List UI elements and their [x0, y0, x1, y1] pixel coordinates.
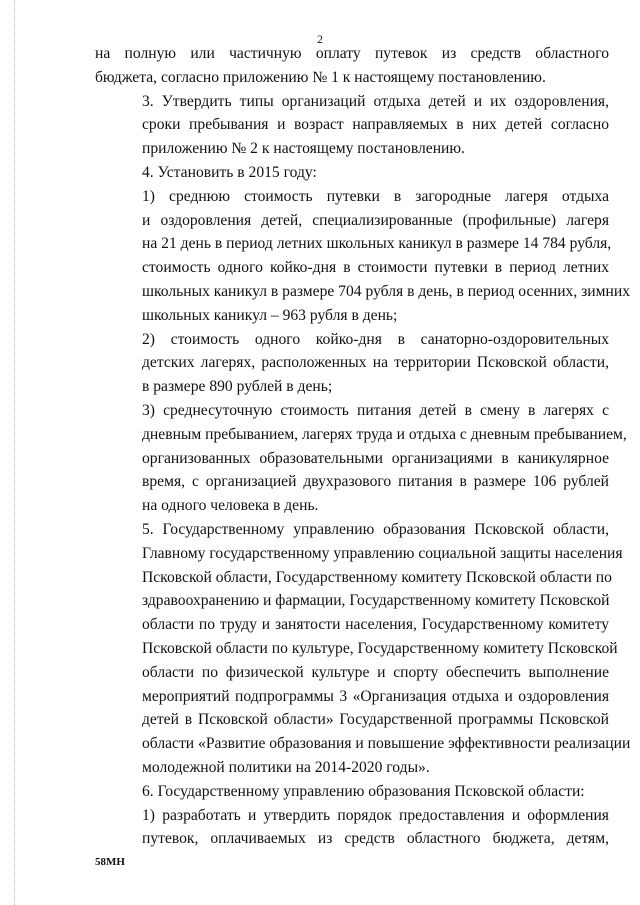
paragraph	[95, 804, 609, 852]
text-line: время, с организацией двухразового питания в размере 106 рублей	[142, 473, 609, 491]
text-line: стоимость одного койко-дня в стоимости путевки в период летних	[142, 259, 609, 277]
text-line: области «Развитие образования и повышение эффективности реализации	[142, 735, 631, 753]
text-line: Псковской области по культуре, Государственному комитету Псковской	[142, 639, 618, 657]
text-line: 1) среднюю стоимость путевки в загородные лагеря отдыха	[142, 187, 609, 205]
page-number: 2	[317, 32, 323, 46]
document-body	[95, 42, 631, 851]
paragraph	[95, 780, 609, 804]
text-line: Псковской области, Государственному комитету Псковской области по	[142, 568, 612, 586]
text-line: школьных каникул в размере 704 рубля в день, в период осенних, зимних	[142, 282, 631, 300]
text-line: сроки пребывания и возраст направляемых в них детей согласно	[142, 116, 609, 134]
paragraph	[95, 42, 609, 90]
text-line: 6. Государственному управлению образования Псковской области:	[142, 782, 585, 800]
text-line: области по физической культуре и спорту обеспечить выполнение	[142, 663, 609, 681]
text-line: на полную или частичную оплату путевок из средств областного	[95, 45, 609, 62]
text-line: мероприятий подпрограммы 3 «Организация отдыха и оздоровления	[142, 687, 609, 705]
footer-document-code: 58МН	[95, 856, 125, 868]
paragraph	[95, 518, 631, 780]
text-line: на 21 день в период летних школьных каникул в размере 14 784 рубля,	[142, 235, 612, 253]
text-line: 5. Государственному управлению образования Псковской области,	[142, 520, 609, 538]
paragraph	[95, 328, 609, 399]
text-line: и оздоровления детей, специализированные (профильные) лагеря	[142, 211, 609, 229]
text-line: 3. Утвердить типы организаций отдыха детей и их оздоровления,	[142, 92, 609, 110]
text-line: в размере 890 рублей в день;	[142, 378, 333, 396]
text-line: Главному государственному управлению социальной защиты населения	[142, 544, 623, 562]
text-line: школьных каникул – 963 рубля в день;	[142, 306, 398, 324]
text-line: приложению № 2 к настоящему постановлению.	[142, 140, 465, 158]
text-line: детей в Псковской области» Государственной программы Псковской	[142, 711, 609, 729]
text-line: области по труду и занятости населения, Государственному комитету	[142, 616, 609, 634]
text-line: детских лагерях, расположенных на территории Псковской области,	[142, 354, 609, 372]
text-line: путевок, оплачиваемых из средств областного бюджета, детям,	[142, 830, 609, 848]
paragraph	[95, 90, 609, 161]
text-line: дневным пребыванием, лагерях труда и отдыха с дневным пребыванием,	[142, 425, 627, 443]
binding-margin-line	[14, 0, 15, 905]
paragraph	[95, 185, 631, 328]
text-line: организованных образовательными организациями в каникулярное	[142, 449, 609, 467]
text-line: 4. Установить в 2015 году:	[142, 163, 317, 181]
text-line: на одного человека в день.	[142, 497, 319, 515]
text-line: 3) среднесуточную стоимость питания детей в смену в лагерях с	[142, 401, 609, 419]
paragraph	[95, 161, 609, 185]
text-line: 1) разработать и утвердить порядок предоставления и оформления	[142, 806, 609, 824]
text-line: 2) стоимость одного койко-дня в санаторно-оздоровительных	[142, 330, 609, 348]
text-line: здравоохранению и фармации, Государственному комитету Псковской	[142, 592, 610, 610]
paragraph	[95, 399, 627, 518]
text-line: молодежной политики на 2014-2020 годы».	[142, 758, 430, 776]
text-line: бюджета, согласно приложению № 1 к настоящему постановлению.	[95, 68, 546, 86]
